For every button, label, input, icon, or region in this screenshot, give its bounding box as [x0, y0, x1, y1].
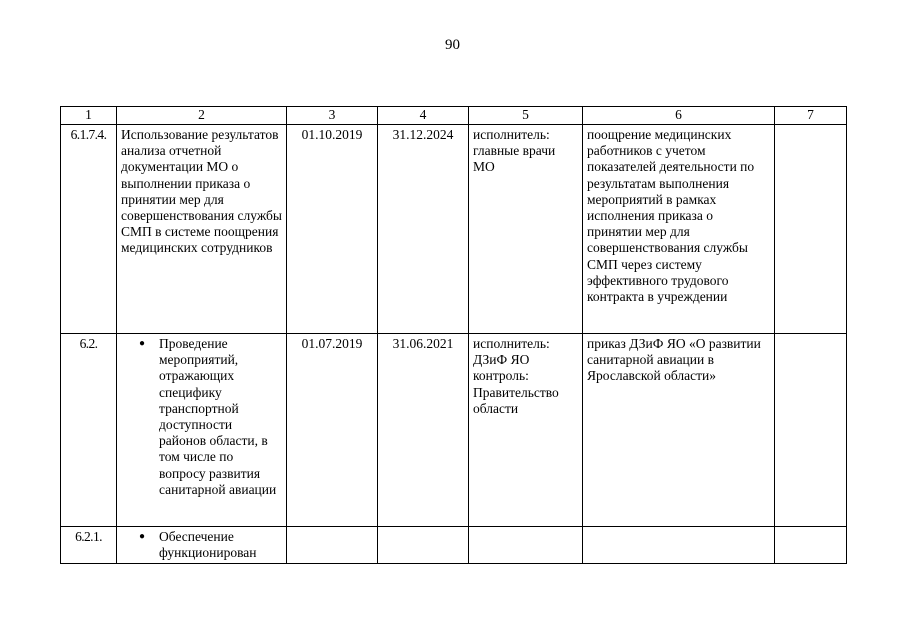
header-cell-4: 4 — [378, 107, 469, 125]
header-cell-6: 6 — [583, 107, 775, 125]
row-note — [775, 527, 847, 564]
bullet-icon: ● — [139, 338, 146, 349]
row-note — [775, 125, 847, 334]
header-cell-5: 5 — [469, 107, 583, 125]
row-number: 6.2. — [61, 334, 117, 527]
table-row — [61, 527, 847, 564]
row-result — [583, 527, 775, 564]
row-executor: исполнитель: главные врачи МО — [469, 125, 583, 334]
table-row — [61, 334, 847, 527]
row-description-cell — [117, 334, 287, 527]
header-cell-2: 2 — [117, 107, 287, 125]
page-number: 90 — [445, 37, 460, 53]
row-description: Использование результатов анализа отчетной документации МО о выполнении приказа о принятии мер для совершенствования службы СМП в системе поощрения медицинских сотрудников — [117, 125, 287, 334]
row-start-date: 01.10.2019 — [287, 125, 378, 334]
bullet-icon: ● — [139, 531, 146, 542]
row-note — [775, 334, 847, 527]
header-cell-7: 7 — [775, 107, 847, 125]
header-cell-1: 1 — [61, 107, 117, 125]
table-row — [61, 125, 847, 334]
row-start-date — [287, 527, 378, 564]
row-number: 6.2.1. — [61, 527, 117, 564]
header-cell-3: 3 — [287, 107, 378, 125]
row-result: поощрение медицинских работников с учетом показателей деятельности по результатам выполнения мероприятий в рамках исполнения приказа о принятии мер для совершенствования службы СМП через систему эффективного трудового контракта в учреждении — [583, 125, 775, 334]
table-header-row — [61, 107, 847, 125]
row-end-date: 31.06.2021 — [378, 334, 469, 527]
row-description: Обеспечение функционирован — [159, 529, 257, 561]
row-description: Проведение мероприятий, отражающих специфику транспортной доступности районов области, в том числе по вопросу развития санитарной авиации — [159, 336, 277, 497]
row-executor: исполнитель: ДЗиФ ЯО контроль: Правительство области — [469, 334, 583, 527]
measures-table — [60, 106, 847, 564]
row-result: приказ ДЗиФ ЯО «О развитии санитарной авиации в Ярославской области» — [583, 334, 775, 527]
row-end-date: 31.12.2024 — [378, 125, 469, 334]
row-start-date: 01.07.2019 — [287, 334, 378, 527]
row-end-date — [378, 527, 469, 564]
row-executor — [469, 527, 583, 564]
row-description-cell — [117, 527, 287, 564]
row-number: 6.1.7.4. — [61, 125, 117, 334]
